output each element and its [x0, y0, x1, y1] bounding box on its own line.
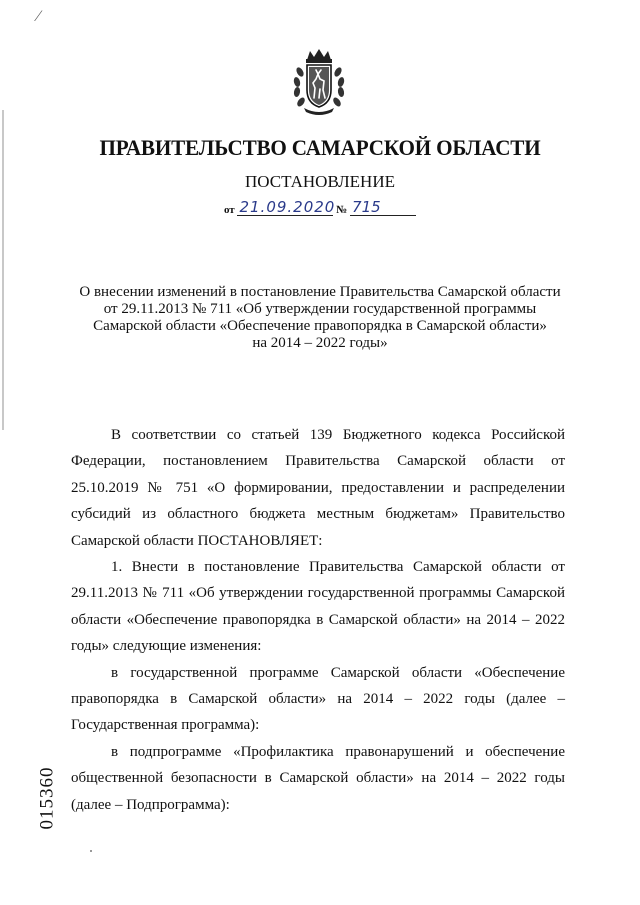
registration-stamp: [30, 760, 64, 836]
number-label: №: [336, 204, 348, 216]
stamp-number: 015360: [36, 766, 57, 830]
body-paragraph: в подпрограмме «Профилактика правонарушений и обеспечение общественной безопасности в Самарской области» на 2014 – 2022 годы (далее – Подпрограмма):: [71, 743, 565, 813]
subject-line: от 29.11.2013 № 711 «Об утверждении государственной программы: [103, 301, 537, 317]
number-value: 715: [350, 199, 416, 216]
corner-mark: ⁄: [37, 8, 40, 25]
scan-edge-line: [2, 110, 4, 430]
date-label: от: [223, 204, 235, 216]
coat-of-arms-icon: [290, 48, 348, 116]
subject-line: О внесении изменений в постановление Правительства Самарской области: [79, 284, 561, 300]
subject-line: на 2014 – 2022 годы»: [252, 335, 388, 351]
document-type: ПОСТАНОВЛЕНИЕ: [244, 172, 395, 191]
date-number-line: [0, 199, 640, 216]
document-subject: [60, 284, 580, 352]
body-paragraph: В соответствии со статьей 139 Бюджетного кодекса Российской Федерации, постановлением Правительства Самарской области от 25.10.2019 № 751 «О формировании, предоставлении и распределении субсидий из областного бюджета местным бюджетам» Правительство Самарской области ПОСТАНОВЛЯЕТ:: [71, 427, 565, 549]
organization-title: ПРАВИТЕЛЬСТВО САМАРСКОЙ ОБЛАСТИ: [99, 135, 541, 160]
date-value: 21.09.2020: [239, 198, 336, 216]
body-paragraph: в государственной программе Самарской области «Обеспечение правопорядка в Самарской области» на 2014 – 2022 годы (далее – Государственная программа):: [71, 664, 565, 734]
body-paragraph: 1. Внести в постановление Правительства Самарской области от 29.11.2013 № 711 «Об утверждении государственной программы Самарской области «Обеспечение правопорядка в Самарской области» на 2014 – 2022 годы» следующие изменения:: [71, 559, 565, 655]
subject-line: Самарской области «Обеспечение правопорядка в Самарской области»: [93, 318, 547, 334]
document-body: [71, 422, 565, 818]
scan-speck: [90, 850, 92, 852]
